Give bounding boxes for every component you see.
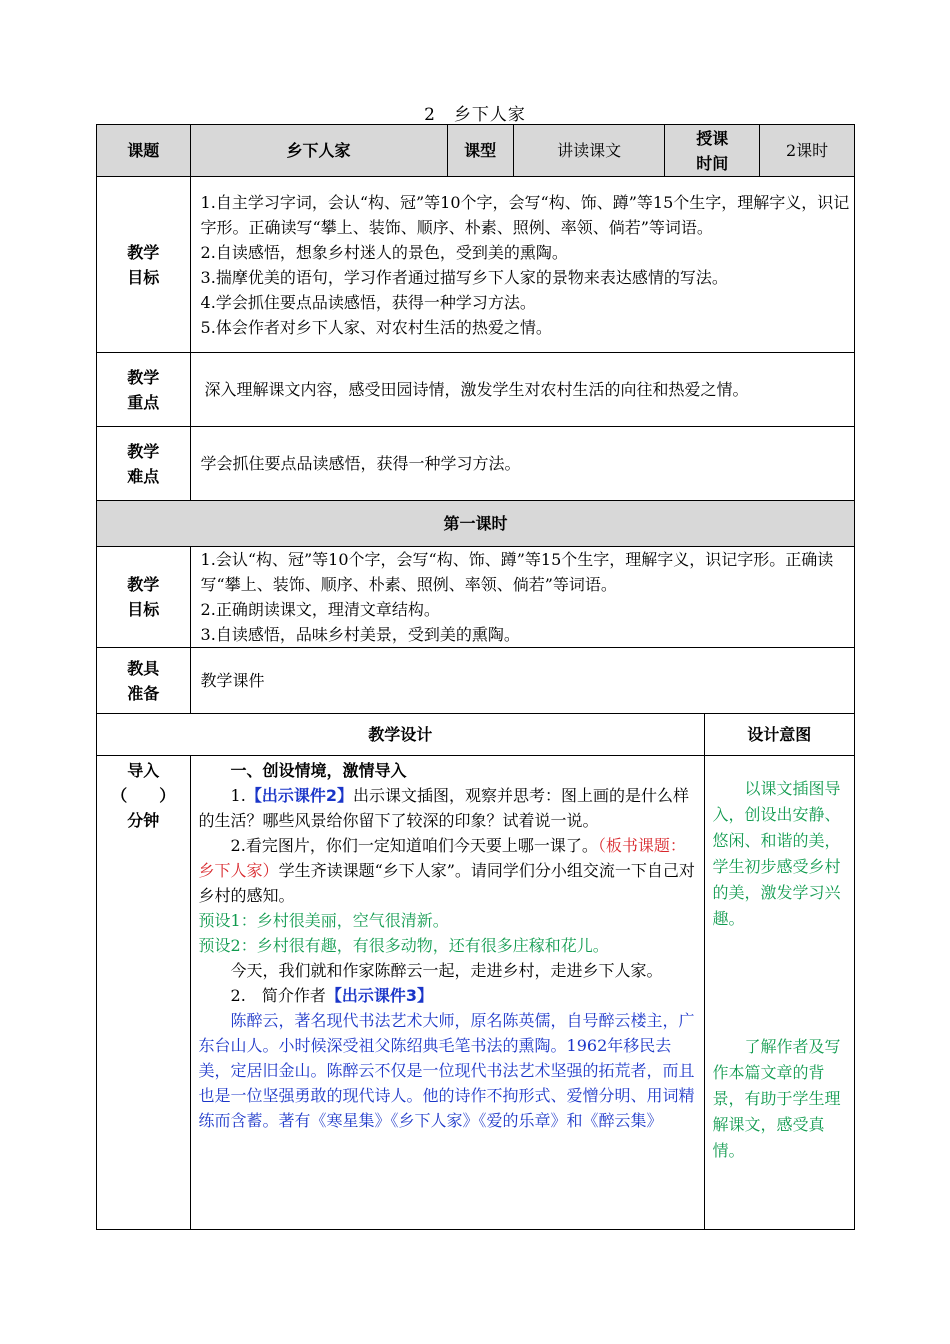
tools-label <box>97 648 191 714</box>
goal-item: 4.学会抓住要点品读感悟，获得一种学习方法。 <box>200 292 536 312</box>
preset-2: 预设2：乡村很有趣，有很多动物，还有很多庄稼和花儿。 <box>198 936 609 955</box>
design-column-header: 教学设计 <box>97 714 705 756</box>
lesson1-goal-item: 3.自读感悟，品味乡村美景，受到美的熏陶。 <box>200 625 520 644</box>
document-title: 2 乡下人家 <box>424 105 526 125</box>
author-bio: 陈醉云，著名现代书法艺术大师，原名陈英儒，自号醉云楼主，广东台山人。小时候深受祖父陈绍典毛笔书法的熏陶。1962年移民去美，定居旧金山。陈醉云不仅是一位现代书法艺术坚强的拓荒者，而且也是一位坚强勇敢的现代诗人。他的诗作不拘形式、爱憎分明、用词精练而含蓄。著有《寒星集》《乡下人家》《爱的乐章》和《醉云集》 <box>198 1011 695 1130</box>
lesson1-goals-label <box>97 547 191 648</box>
lesson1-goals-label-line1: 教学 <box>127 575 160 594</box>
lesson1-goals-label-line2: 目标 <box>127 600 160 619</box>
key-points-label <box>97 353 191 427</box>
lesson1-goals-content <box>190 547 854 648</box>
time-label-line2: 时间 <box>696 153 729 173</box>
goal-item: 1.自主学习字词，会认“构、冠”等10个字，会写“构、饰、蹲”等15个生字，理解字义，识记字形。正确读写“攀上、装饰、顺序、朴素、照例、率领、倘若”等词语。 <box>200 192 850 237</box>
time-label-line1: 授课 <box>696 128 729 148</box>
step-1-number: 1. <box>230 786 246 805</box>
goals-row <box>97 177 855 353</box>
lesson1-title-row <box>97 501 855 547</box>
key-points-text: 深入理解课文内容，感受田园诗情，激发学生对农村生活的向往和热爱之情。 <box>190 353 854 427</box>
step-1-text: 出示课文插图，观察并思考：图上画的是什么样的生活？哪些风景给你留下了较深的印象？试着说一说。 <box>198 786 689 830</box>
difficulties-label-line1: 教学 <box>127 441 160 461</box>
difficulties-label <box>97 427 191 501</box>
lesson-plan-table <box>96 124 855 1230</box>
key-points-row <box>97 353 855 427</box>
goal-item: 5.体会作者对乡下人家、对农村生活的热爱之情。 <box>200 317 552 337</box>
goals-content <box>190 177 854 353</box>
tools-label-line2: 准备 <box>127 683 160 703</box>
lesson1-goal-item: 2.正确朗读课文，理清文章结构。 <box>200 600 440 619</box>
design-header-row <box>97 714 855 756</box>
intent-1: 以课文插图导入，创设出安静、悠闲、和谐的美，学生初步感受乡村的美，激发学习兴趣。 <box>712 779 841 928</box>
author-intro-heading <box>199 983 702 1008</box>
difficulties-text: 学会抓住要点品读感悟，获得一种学习方法。 <box>190 427 854 501</box>
section-label-line1: 导入 <box>127 761 160 780</box>
difficulties-label-line2: 难点 <box>127 466 160 486</box>
intent-column-header: 设计意图 <box>704 714 855 756</box>
goal-item: 3.揣摩优美的语句，学习作者通过描写乡下人家的景物来表达感情的写法。 <box>200 267 728 287</box>
goals-label-line2: 目标 <box>127 267 160 287</box>
design-content <box>190 756 704 1230</box>
topic-value: 乡下人家 <box>190 125 447 177</box>
lesson1-goal-item: 1.会认“构、冠”等10个字，会写“构、饰、蹲”等15个生字，理解字义，识记字形。正确读写“攀上、装饰、顺序、朴素、照例、率领、倘若”等词语。 <box>200 550 834 594</box>
goal-item: 2.自读感悟，想象乡村迷人的景色，受到美的熏陶。 <box>200 242 568 262</box>
author-intro-text: 2. 简介作者 <box>230 986 326 1005</box>
time-value: 2课时 <box>760 125 855 177</box>
type-label: 课型 <box>447 125 513 177</box>
section-label <box>97 756 191 1230</box>
intent-column <box>704 756 855 1230</box>
board-title-note: （板书课题：乡下人家） <box>198 836 686 880</box>
tools-label-line1: 教具 <box>127 658 160 678</box>
lesson1-goals-row <box>97 547 855 648</box>
section-heading: 一、创设情境，激情导入 <box>230 761 407 780</box>
step-1-paragraph <box>199 783 702 833</box>
section-label-line3: 分钟 <box>127 811 160 830</box>
section-label-line2: （ ） <box>111 786 176 805</box>
tools-row <box>97 648 855 714</box>
courseware-2-tag: 【出示课件2】 <box>245 786 353 805</box>
tools-text: 教学课件 <box>190 648 854 714</box>
transition-paragraph: 今天，我们就和作家陈醉云一起，走进乡村，走进乡下人家。 <box>230 961 663 980</box>
step-2-text-continued: 学生齐读课题“乡下人家”。请同学们分小组交流一下自己对乡村的感知。 <box>198 861 695 905</box>
step-2-text: 2.看完图片，你们一定知道咱们今天要上哪一课了。 <box>230 836 598 855</box>
preset-1: 预设1：乡村很美丽，空气很清新。 <box>198 911 449 930</box>
time-label <box>665 125 760 177</box>
key-points-label-line2: 重点 <box>127 392 160 412</box>
difficulties-row <box>97 427 855 501</box>
design-body-row <box>97 756 855 1230</box>
type-value: 讲读课文 <box>513 125 665 177</box>
header-row <box>97 125 855 177</box>
goals-label-line1: 教学 <box>127 242 160 262</box>
step-2-paragraph <box>199 833 702 908</box>
goals-label <box>97 177 191 353</box>
key-points-label-line1: 教学 <box>127 367 160 387</box>
intent-2: 了解作者及写作本篇文章的背景，有助于学生理解课文，感受真情。 <box>712 1037 841 1160</box>
topic-label: 课题 <box>97 125 191 177</box>
lesson1-title: 第一课时 <box>97 501 855 547</box>
courseware-3-tag: 【出示课件3】 <box>325 986 433 1005</box>
